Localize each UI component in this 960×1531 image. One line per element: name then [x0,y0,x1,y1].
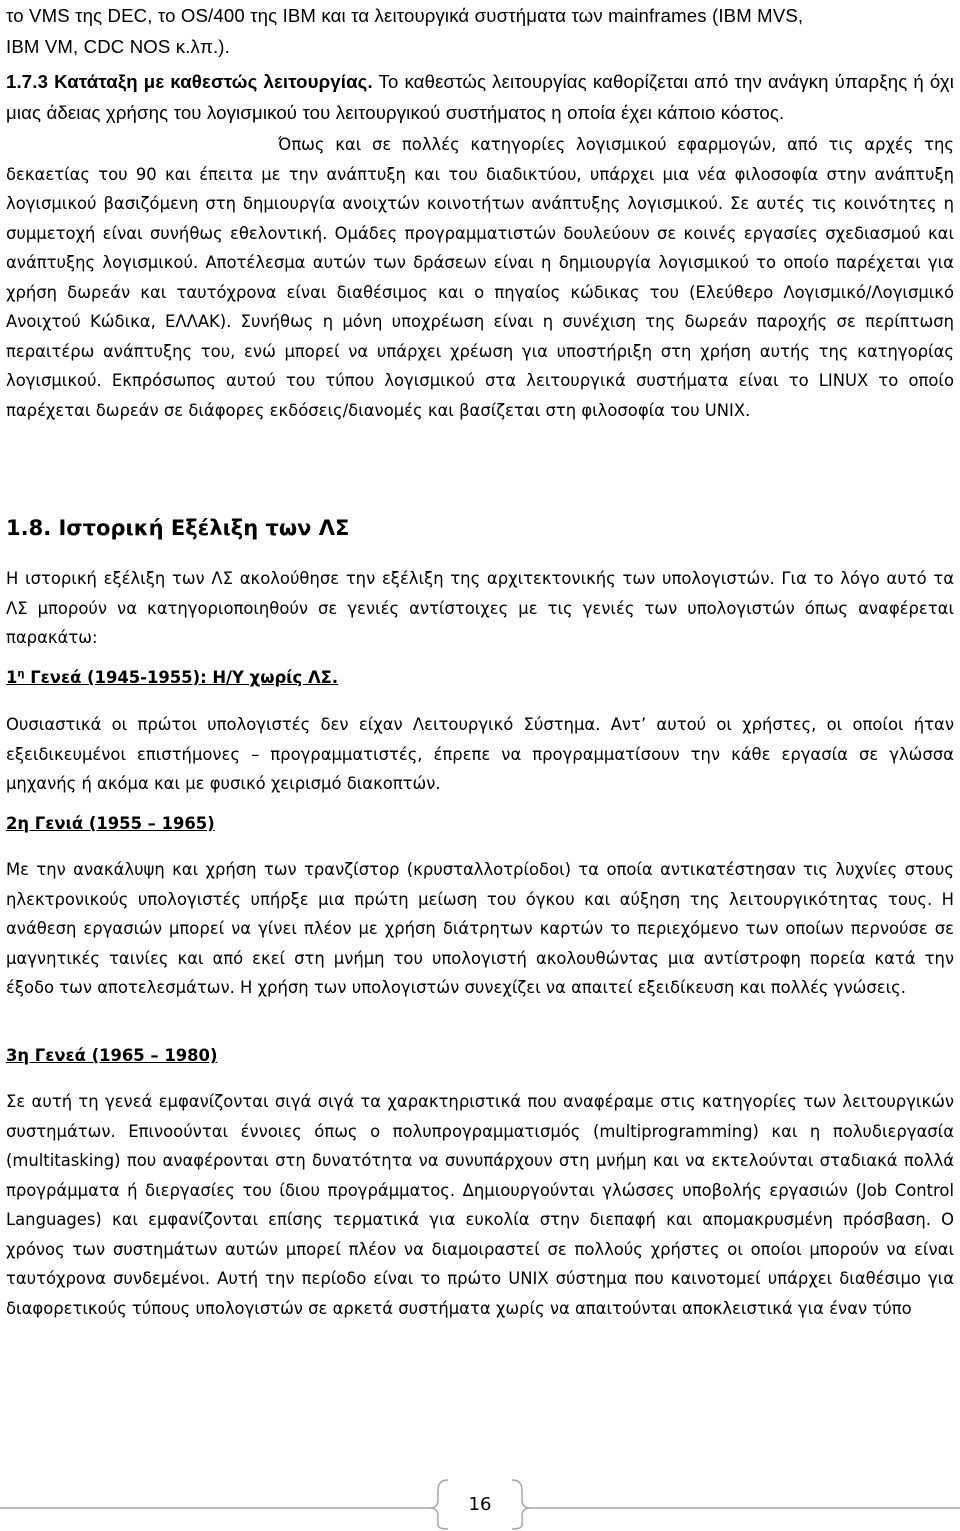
intro-line-2: IBM VM, CDC NOS κ.λπ.). [6,36,230,57]
gen1-body [6,710,954,799]
section-1-7-3-main-text: Όπως και σε πολλές κατηγορίες λογισμικού εφαρμογών, από τις αρχές της δεκαετίας του 90 και έπειτα με την ανάπτυξη και του διαδικτύου, υπάρχει μια νέα φιλοσοφία στην ανάπτυξη λογισμικού βασιζόμενη στη δημιουργία ανοιχτών κοινοτήτων ανάπτυξης λογισμικού. Σε αυτές τις κοινότητες η συμμετοχή είναι συνήθως εθελοντική. Ομάδες προγραμματιστών δουλεύουν σε κοινές εργασίες σχεδιασμού και ανάπτυξης λογισμικού. Αποτέλεσμα αυτών των δράσεων είναι η δημιουργία λογισμικού το οποίο παρέχεται για χρήση δωρεάν και ταυτόχρονα είναι διαθέσιμος και ο πηγαίος κώδικας του (Ελεύθερο Λογισμικό/Λογισμικό Ανοιχτού Κώδικα, ΕΛΛΑΚ). Συνήθως η μόνη υποχρέωση είναι η συνέχιση της δωρεάν παροχής σε περίπτωση περαιτέρω ανάπτυξης του, ενώ μπορεί να υπάρχει χρέωση για υποστήριξη στη χρήση αυτής της κατηγορίας λογισμικού. Εκπρόσωπος αυτού του τύπου λογισμικού στα λειτουργικά συστήματα είναι το LINUX το οποίο παρέχεται δωρεάν σε διάφορες εκδόσεις/διανομές και βασίζεται στη φιλοσοφία του UNIX. [6,135,954,420]
section-1-7-3 [6,66,954,128]
gen3-body [6,1087,954,1323]
gen1-number: 1 [6,668,18,687]
section-1-8-intro [6,564,954,653]
intro-paragraph [6,0,954,62]
gen2-body [6,855,954,1003]
gen1-title: Γενεά (1945-1955): Η/Υ χωρίς ΛΣ. [24,668,339,687]
gen3-text: Σε αυτή τη γενεά εμφανίζονται σιγά σιγά τα χαρακτηριστικά που αναφέραμε στις κατηγορίες των λειτουργικών συστημάτων. Επινοούνται έννοιες όπως ο πολυπρογραμματισμός (multiprogramming) και η πολυδιεργασία (multitasking) που αναφέρονται στη δυνατότητα να συνυπάρχουν στη μνήμη και να εκτελούνται σταδιακά πολλά προγράμματα ή διεργασίες του ίδιου προγράμματος. Δημιουργούνται γλώσσες υποβολής εργασιών (Job Control Languages) και εμφανίζονται επίσης τερματικά για ευκολία στην διεπαφή και απομακρυσμένη πρόσβαση. Ο χρόνος των συστημάτων αυτών μπορεί πλέον να διαμοιραστεί σε πολλούς χρήστες οι οποίοι μπορούν να είναι ταυτόχρονα συνδεμένοι. Αυτή την περίοδο είναι το πρώτο UNIX σύστημα που καινοτομεί υπάρχει διαθέσιμο για διαφορετικούς τύπους υπολογιστών σε αρκετά συστήματα χωρίς να απαιτούνται αποκλειστικά για έναν τύπο [6,1092,954,1318]
section-1-8-intro-text: Η ιστορική εξέλιξη των ΛΣ ακολούθησε την εξέλιξη της αρχιτεκτονικής των υπολογιστών. Για το λόγο αυτό τα ΛΣ μπορούν να κατηγοριοποιηθούν σε γενιές αντίστοιχες με τις γενιές των υπολογιστών όπως αναφέρεται παρακάτω: [6,569,954,647]
section-1-7-3-text-arial: Το καθεστώς λειτουργίας καθορίζεται από την ανάγκη ύπαρξης ή όχι μιας άδειας χρήσης του λογισμικού του λειτουργικού συστήματος η οποία έχει κάποιο κόστος. [6,71,955,123]
gen2-text: Με την ανακάλυψη και χρήση των τρανζίστορ (κρυσταλλοτρίοδοι) τα οποία αντικατέστησαν τις λυχνίες στους ηλεκτρονικούς υπολογιστές υπήρξε μια πρώτη μείωση του όγκου και αύξηση της λειτουργικότητας τους. Η ανάθεση εργασιών μπορεί να γίνει πλέον με χρήση διάτρητων καρτών το περιεχόμενο των οποίων περνούσε σε μαγνητικές ταινίες και από εκεί στη μνήμη του υπολογιστή ακολουθώντας μια αντίστροφη πορεία κατά την έξοδο των αποτελεσμάτων. Η χρήση των υπολογιστών συνεχίζει να απαιτεί εξειδίκευση και πολλές γνώσεις. [6,860,954,997]
section-1-8-heading: 1.8. Ιστορική Εξέλιξη των ΛΣ [6,516,350,540]
intro-line-1: το VMS της DEC, το OS/400 της IBM και τα λειτουργικά συστήματα των mainframes (IBM MVS, [6,5,804,26]
gen3-heading: 3η Γενεά (1965 – 1980) [6,1046,218,1065]
page-number: 16 [468,1494,492,1515]
gen2-heading: 2η Γενιά (1955 – 1965) [6,814,215,833]
gen1-text: Ουσιαστικά οι πρώτοι υπολογιστές δεν είχαν Λειτουργικό Σύστημα. Αντ’ αυτού οι χρήστες, οι οποίοι ήταν εξειδικευμένοι επιστήμονες – προγραμματιστές, έπρεπε να προγραμματίσουν την κάθε εργασία σε γλώσσα μηχανής ή ακόμα και με φυσικό χειρισμό διακοπτών. [6,715,954,793]
gen1-heading [6,668,338,687]
section-1-7-3-heading: 1.7.3 Κατάταξη με καθεστώς λειτουργίας. [6,71,373,92]
section-1-7-3-body [6,130,954,425]
gen1-superscript: η [17,668,25,680]
